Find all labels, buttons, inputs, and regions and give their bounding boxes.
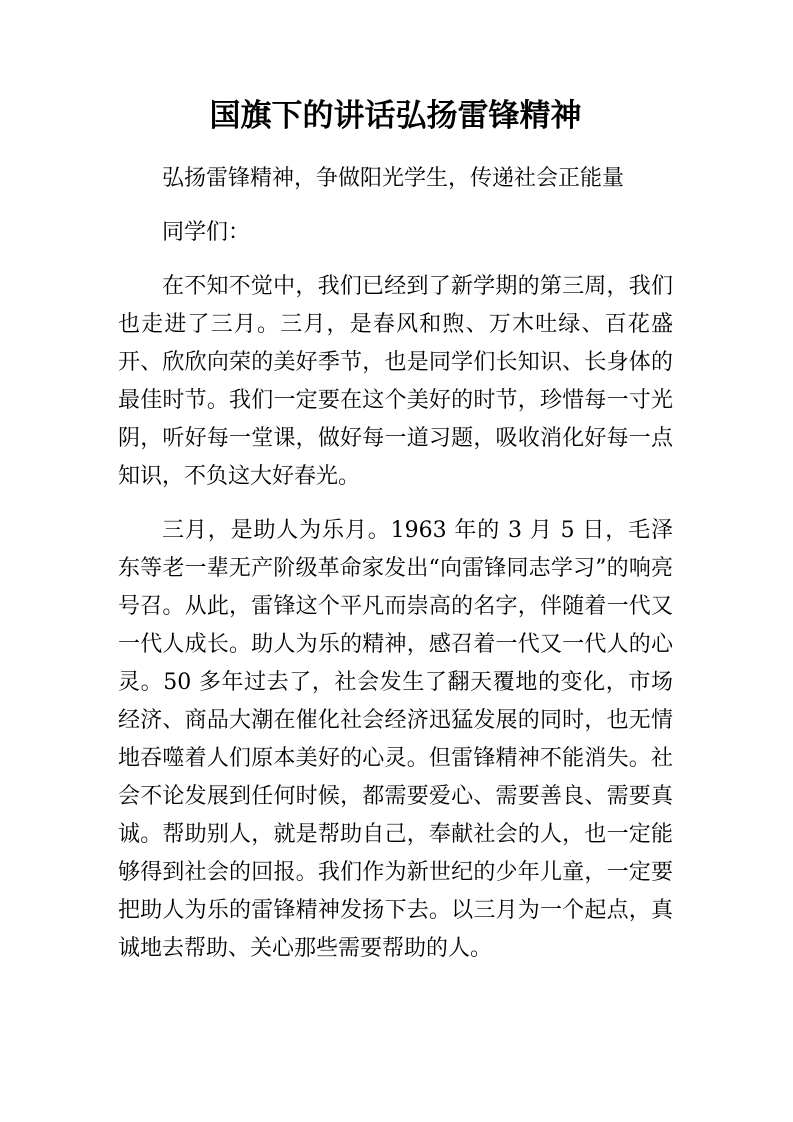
body-paragraph-2: 三月，是助人为乐月。1963 年的 3 月 5 日，毛泽东等老一辈无产阶级革命家发出“向雷锋同志学习”的响亮号召。从此，雷锋这个平凡而崇高的名字，伴随着一代又一代人成长。助人为乐的精神，感召着一代又一代人的心灵。50 多年过去了，社会发生了翻天覆地的变化，市场经济、商品大潮在催化社会经济迅猛发展的同时，也无情地吞噬着人们原本美好的心灵。但雷锋精神不能消失。社会不论发展到任何时候，都需要爱心、需要善良、需要真诚。帮助别人，就是帮助自己，奉献社会的人，也一定能够得到社会的回报。我们作为新世纪的少年儿童，一定要把助人为乐的雷锋精神发扬下去。以三月为一个起点，真诚地去帮助、关心那些需要帮助的人。 [118,518,673,961]
body-paragraph-1: 在不知不觉中，我们已经到了新学期的第三周，我们也走进了三月。三月，是春风和煦、万木吐绿、百花盛开、欣欣向荣的美好季节，也是同学们长知识、长身体的最佳时节。我们一定要在这个美好的时节，珍惜每一寸光阴，听好每一堂课，做好每一道习题，吸收消化好每一点知识，不负这大好春光。 [118,274,673,489]
document-title: 国旗下的讲话弘扬雷锋精神 [209,98,582,134]
subtitle-line: 弘扬雷锋精神，争做阳光学生，传递社会正能量 [162,166,625,191]
greeting-line: 同学们： [162,220,251,245]
